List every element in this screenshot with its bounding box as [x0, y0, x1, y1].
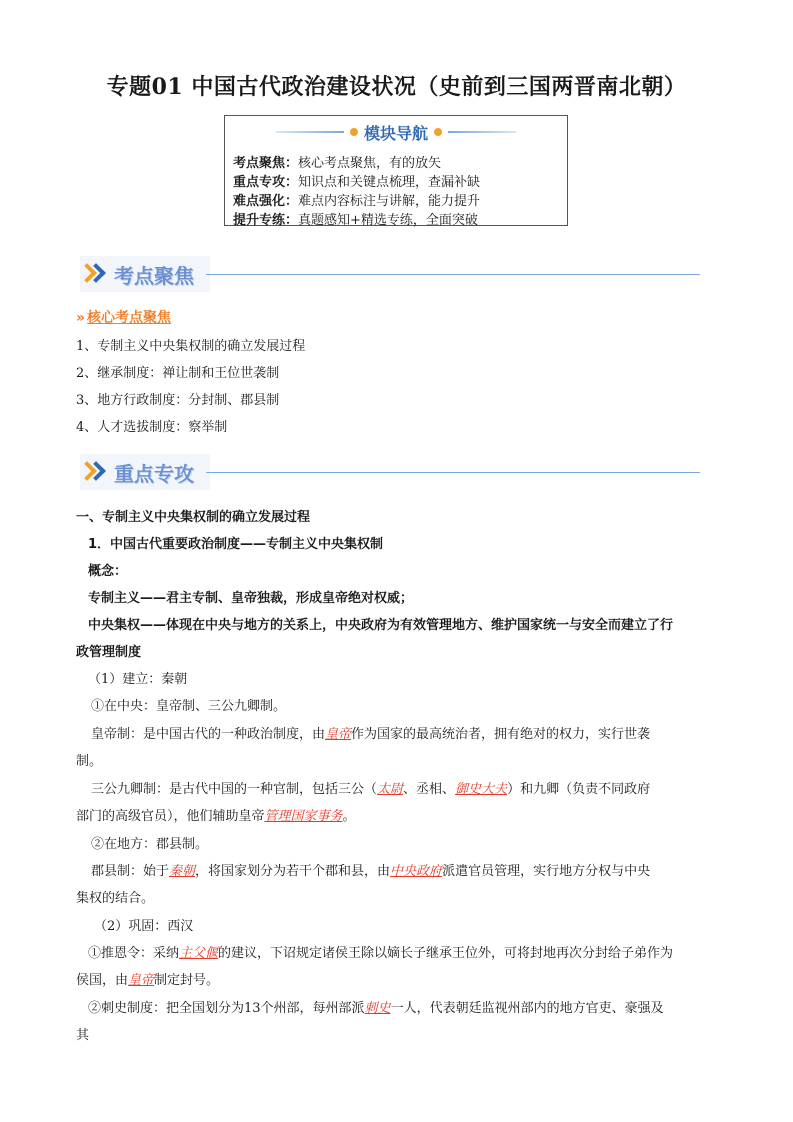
paragraph: 三公九卿制：是古代中国的一种官制，包括三公（太尉、丞相、御史大夫）和九卿（负责不同政府 — [91, 782, 651, 797]
list-item: 2、继承制度：禅让制和王位世袭制 — [76, 366, 280, 381]
dot-icon — [350, 128, 358, 136]
heading-2: 1．中国古代重要政治制度——专制主义中央集权制 — [88, 537, 384, 552]
nav-row — [233, 192, 559, 211]
double-chevron-icon — [80, 462, 108, 482]
paragraph: 其 — [76, 1028, 90, 1043]
blank-answer: 秦朝 — [169, 864, 196, 879]
nav-row-text: 知识点和关键点梳理，查漏补缺 — [298, 175, 481, 190]
paragraph: ①推恩令：采纳主父偃的建议，下诏规定诸侯王除以嫡长子继承王位外，可将封地再次分封给子弟作为 — [88, 946, 674, 961]
nav-row-text: 核心考点聚焦，有的放矢 — [298, 156, 442, 171]
heading-1: 一、专制主义中央集权制的确立发展过程 — [76, 510, 311, 525]
section-title: 重点专攻 — [114, 461, 194, 486]
divider — [206, 274, 700, 275]
paragraph: 专制主义——君主专制、皇帝独裁，形成皇帝绝对权威； — [88, 591, 414, 606]
paragraph: （2）巩固：西汉 — [94, 919, 194, 934]
paragraph: 郡县制：始于秦朝，将国家划分为若干个郡和县，由中央政府派遣官员管理，实行地方分权与中央 — [91, 864, 651, 879]
divider — [206, 472, 700, 473]
nav-row — [233, 173, 559, 192]
nav-heading — [233, 122, 559, 142]
blank-answer: 刺史 — [364, 1001, 391, 1016]
double-arrow-icon: » — [76, 310, 86, 326]
nav-row-label: 重点专攻： — [233, 175, 299, 190]
blank-answer: 主父偃 — [179, 946, 219, 961]
nav-row — [233, 154, 559, 173]
paragraph: 中央集权——体现在中央与地方的关系上，中央政府为有效管理地方、维护国家统一与安全而建立了行 — [88, 618, 674, 633]
nav-row-label: 提升专练： — [233, 213, 299, 228]
nav-row-label: 难点强化： — [233, 194, 299, 209]
nav-row-text: 真题感知+精选专练，全面突破 — [298, 213, 478, 228]
paragraph: 侯国，由皇帝制定封号。 — [76, 973, 220, 988]
page-title: 专题01 中国古代政治建设状况（史前到三国两晋南北朝） — [106, 74, 687, 100]
section-header-key — [80, 454, 700, 490]
divider — [448, 131, 516, 133]
paragraph: ②刺史制度：把全国划分为13个州部，每州部派刺史一人，代表朝廷监视州部内的地方官吏、豪强及 — [88, 1001, 664, 1016]
double-chevron-icon — [80, 264, 108, 284]
paragraph: 集权的结合。 — [76, 891, 155, 906]
blank-answer: 皇帝 — [325, 727, 352, 742]
blank-answer: 皇帝 — [128, 973, 155, 988]
paragraph: 部门的高级官员），他们辅助皇帝管理国家事务。 — [76, 809, 356, 824]
list-item: 1、专制主义中央集权制的确立发展过程 — [76, 339, 306, 354]
blank-answer: 管理国家事务 — [264, 809, 343, 824]
module-navigation-box — [224, 115, 568, 226]
list-item: 4、人才选拔制度：察举制 — [76, 420, 228, 435]
paragraph: ①在中央：皇帝制、三公九卿制。 — [91, 699, 287, 714]
sub-heading-text: 核心考点聚焦 — [87, 310, 172, 326]
list-item: 3、地方行政制度：分封制、郡县制 — [76, 393, 280, 408]
nav-row — [233, 211, 559, 230]
section-header-focus — [80, 256, 700, 292]
blank-answer: 中央政府 — [390, 864, 443, 879]
nav-title: 模块导航 — [363, 123, 428, 143]
nav-row-label: 考点聚焦： — [233, 156, 299, 171]
section-title: 考点聚焦 — [114, 263, 194, 288]
blank-answer: 御史大夫 — [455, 782, 508, 797]
divider — [276, 131, 344, 133]
paragraph: （1）建立：秦朝 — [88, 672, 188, 687]
nav-row-text: 难点内容标注与讲解，能力提升 — [298, 194, 481, 209]
blank-answer: 太尉 — [377, 782, 404, 797]
paragraph: ②在地方：郡县制。 — [91, 837, 209, 852]
dot-icon — [434, 128, 442, 136]
sub-heading — [76, 307, 171, 327]
paragraph: 制。 — [76, 754, 103, 769]
concept-label: 概念： — [88, 564, 128, 579]
paragraph: 政管理制度 — [76, 645, 142, 660]
paragraph: 皇帝制：是中国古代的一种政治制度，由皇帝作为国家的最高统治者，拥有绝对的权力，实行世袭 — [91, 727, 651, 742]
